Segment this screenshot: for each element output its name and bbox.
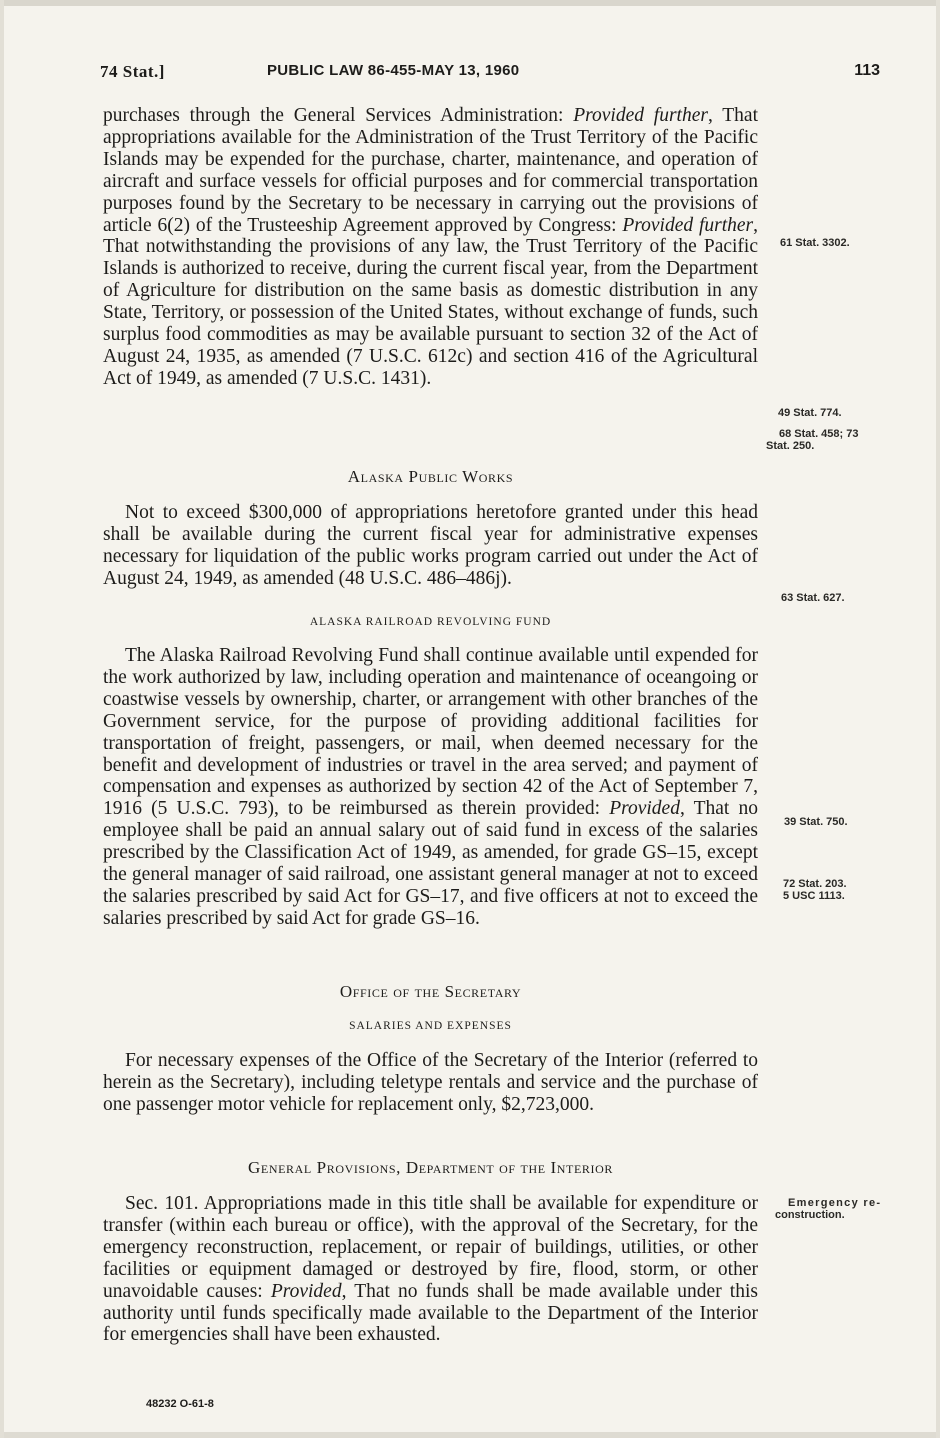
- volume-reference: 74 Stat.]: [100, 62, 165, 81]
- proviso-italic: Provided further: [573, 105, 708, 126]
- margin-note-citation: 68 Stat. 458; 73: [779, 428, 859, 440]
- text-segment: Sec. 101. Appropriations made in this title shall be available for expenditure or transfer (within each bureau or office), with the approval of the Secretary, for the emergency reconstruction, replacement, or repair of buildings, utilities, or other facilities or equipment damaged or destroyed by fire, flood, storm, or other unavoidable causes:: [103, 1193, 758, 1302]
- proviso-italic: Provided: [270, 1280, 342, 1302]
- text-segment: , That notwithstanding the provisions of any law, the Trust Territory of the Pacific Islands is authorized to receive, during the current fiscal year, from the Department of Agriculture for distribution on the same basis as domestic distribution in any State, Territory, or possession of the United States, without exchange of funds, such surplus food commodities as may be available pursuant to section 32 of the Act of August 24, 1935, as amended (7 U.S.C. 612c) and section 416 of the Agricultural Act of 1949, as amended (7 U.S.C. 1431).: [103, 214, 759, 389]
- print-code: 48232 O-61-8: [146, 1398, 214, 1410]
- margin-note-citation: 49 Stat. 774.: [778, 407, 842, 419]
- proviso-italic: Provided further: [622, 214, 754, 236]
- margin-note-citation: 61 Stat. 3302.: [780, 237, 850, 249]
- text-segment: The Alaska Railroad Revolving Fund shall continue available until expended for the work authorized by law, including operation and maintenance of oceangoing or coastwise vessels by ownership, charter, or arrangement with other branches of the Government service, for the purpose of providing additional facilities for transportation of freight, passengers, or mail, when deemed necessary for the benefit and development of industries or travel in the area served; and payment of compensation and expenses as authorized by section 42 of the Act of September 7, 1916 (5 U.S.C. 793), to be reimbursed as therein provided:: [103, 645, 758, 820]
- margin-note-citation: 63 Stat. 627.: [781, 592, 845, 604]
- paragraph-office-secretary: [103, 1050, 758, 1116]
- margin-note-subject: Emergency re-: [788, 1197, 882, 1209]
- heading-office-of-secretary: Office of the Secretary: [339, 982, 522, 1001]
- paragraph-alaska-railroad: [103, 645, 758, 930]
- margin-note-subject: construction.: [775, 1209, 845, 1221]
- paragraph-text: For necessary expenses of the Office of the Secretary of the Interior (referred to herein as the Secretary), including teletype rentals and service and the purchase of one passenger motor vehicle for replacement only, $2,723,000.: [103, 1050, 758, 1115]
- law-title: PUBLIC LAW 86-455-MAY 13, 1960: [267, 62, 520, 79]
- text-segment: , That no funds shall be made available under this authority until funds specifically made available to the Department of the Interior for emergencies shall have been exhausted.: [103, 1280, 758, 1346]
- heading-salaries-and-expenses: SALARIES AND EXPENSES: [349, 1020, 512, 1032]
- margin-note-citation: Stat. 250.: [766, 440, 815, 452]
- paragraph-trust-territory: [103, 105, 758, 390]
- margin-note-citation: 72 Stat. 203.: [783, 878, 847, 890]
- paragraph-section-101: [103, 1193, 758, 1346]
- heading-alaska-public-works: Alaska Public Works: [347, 467, 514, 486]
- text-segment: , That no employee shall be paid an annual salary out of said fund in excess of the salaries prescribed by the Classification Act of 1949, as amended, for grade GS–15, except the general manager of said railroad, one assistant general manager at not to exceed the salaries prescribed by said Act for GS–17, and five officers at not to exceed the salaries prescribed by said Act for grade GS–16.: [103, 798, 758, 929]
- paragraph-alaska-public-works: [103, 502, 758, 590]
- text-segment: , That appropriations available for the Administration of the Trust Territory of the Pacific Islands may be expended for the purchase, charter, maintenance, and operation of aircraft and surface vessels for official purposes and for commercial transportation purposes found by the Secretary to be necessary in carrying out the provisions of article 6(2) of the Trusteeship Agreement approved by Congress:: [103, 105, 758, 236]
- margin-note-citation: 39 Stat. 750.: [784, 816, 848, 828]
- text-segment: purchases through the General Services Administration:: [103, 105, 574, 126]
- page-number: 113: [854, 62, 880, 79]
- margin-note-citation: 5 USC 1113.: [783, 890, 845, 902]
- heading-alaska-railroad-fund: ALASKA RAILROAD REVOLVING FUND: [309, 616, 552, 628]
- heading-general-provisions: General Provisions, Department of the Interior: [248, 1158, 613, 1177]
- proviso-italic: Provided: [609, 798, 680, 820]
- paragraph-text: Not to exceed $300,000 of appropriations heretofore granted under this head shall be available during the current fiscal year for administrative expenses necessary for liquidation of the public works program carried out under the Act of August 24, 1949, as amended (48 U.S.C. 486–486j).: [103, 502, 758, 589]
- running-header: [100, 62, 880, 88]
